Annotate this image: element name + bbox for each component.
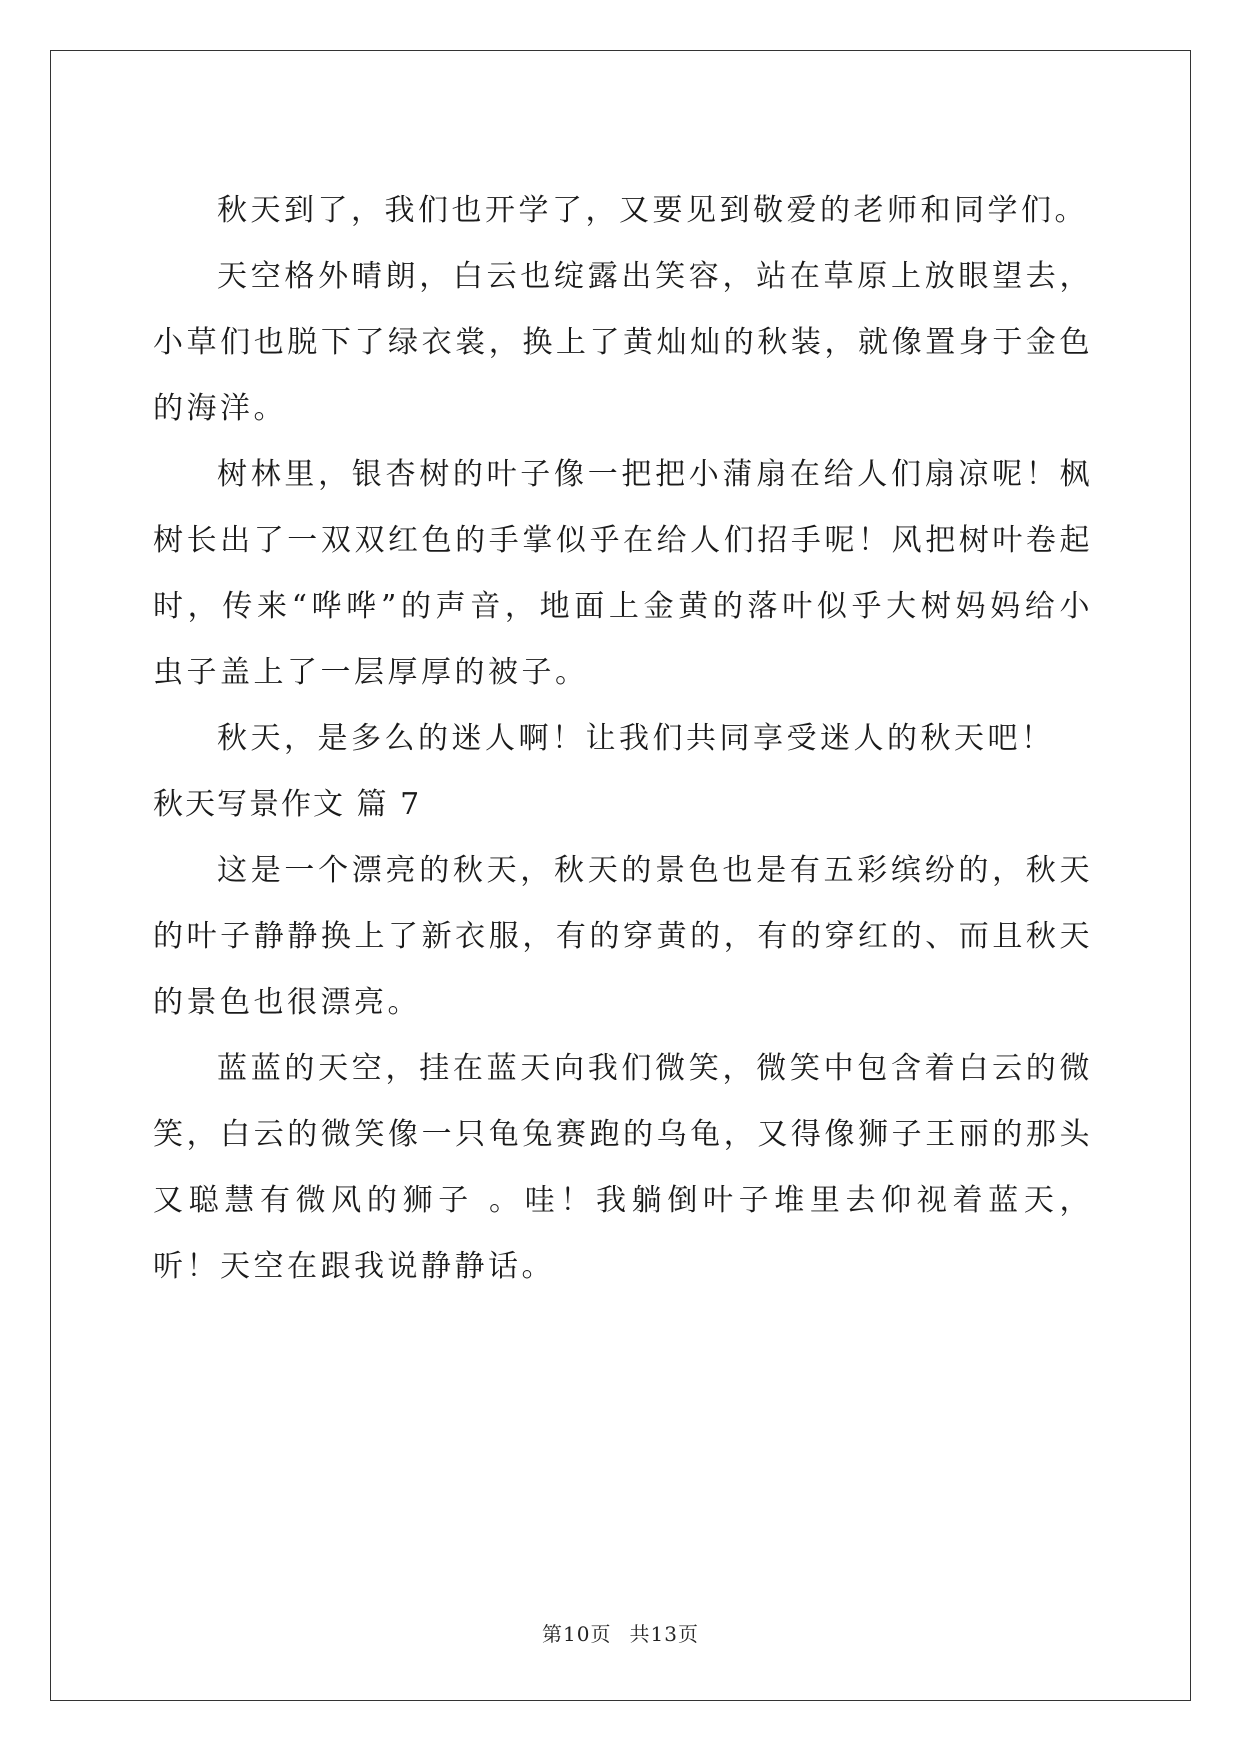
paragraph: 这是一个漂亮的秋天，秋天的景色也是有五彩缤纷的，秋天的叶子静静换上了新衣服，有的穿黄的，有的穿红的、而且秋天的景色也很漂亮。: [153, 853, 1093, 1020]
paragraph: 秋天到了，我们也开学了，又要见到敬爱的老师和同学们。: [217, 193, 1088, 228]
paragraph: 树林里，银杏树的叶子像一把把小蒲扇在给人们扇凉呢！枫树长出了一双双红色的手掌似乎在给人们招手呢！风把树叶卷起时，传来“哗哗”的声音，地面上金黄的落叶似乎大树妈妈给小虫子盖上了一层厚厚的被子。: [153, 457, 1093, 690]
page-number: 第10页: [542, 1622, 612, 1646]
paragraph: 秋天，是多么的迷人啊！让我们共同享受迷人的秋天吧！: [217, 721, 1055, 756]
section-title: 秋天写景作文 篇 7: [153, 787, 422, 822]
paragraph: 天空格外晴朗，白云也绽露出笑容，站在草原上放眼望去，小草们也脱下了绿衣裳，换上了黄灿灿的秋装，就像置身于金色的海洋。: [153, 259, 1093, 426]
paragraph: 蓝蓝的天空，挂在蓝天向我们微笑，微笑中包含着白云的微笑，白云的微笑像一只龟兔赛跑的乌龟，又得像狮子王丽的那头又聪慧有微风的狮子 。哇！我躺倒叶子堆里去仰视着蓝天，听！天空在跟我说静静话。: [153, 1051, 1093, 1284]
document-body: [153, 178, 1093, 1300]
page-total: 共13页: [629, 1622, 699, 1646]
page-footer: [0, 1618, 1241, 1647]
